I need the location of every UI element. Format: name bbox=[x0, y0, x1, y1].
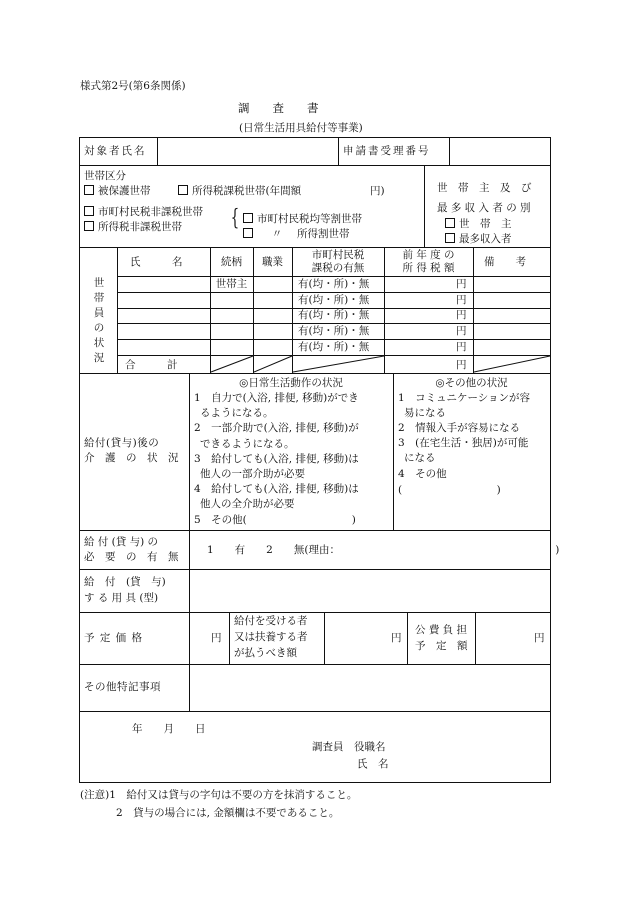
other-status-line: ( ) bbox=[398, 484, 501, 496]
col-tax-header-1: 市町村民税 bbox=[311, 249, 365, 261]
subject-name-label: 対象者氏名 bbox=[84, 145, 147, 157]
col-tax-header-2: 課税の有無 bbox=[311, 262, 365, 274]
other-title: ◎その他の状況 bbox=[435, 377, 508, 389]
price-label: 予 定 価 格 bbox=[84, 632, 144, 644]
household-option-2-unit: 円) bbox=[370, 185, 385, 197]
household-option-3[interactable]: 市町村民税非課税世帯 bbox=[84, 206, 203, 218]
checkbox-icon bbox=[84, 206, 94, 216]
note-1: (注意)1 給付又は貸与の字句は不要の方を抹消すること。 bbox=[80, 789, 358, 801]
checkbox-icon bbox=[243, 213, 253, 223]
payer-label-3: が払うべき額 bbox=[234, 647, 297, 659]
col-job-header: 職業 bbox=[262, 256, 283, 268]
yen-cell: 円 bbox=[456, 294, 467, 306]
daily-status-line: 他人の一部介助が必要 bbox=[200, 468, 305, 480]
checkbox-icon bbox=[84, 185, 94, 195]
note-2: 2 貸与の場合には, 金額欄は不要であること。 bbox=[116, 807, 340, 819]
public-label-1: 公 費 負 担 bbox=[415, 624, 468, 636]
page-subtitle: (日常生活用具給付等事業) bbox=[239, 122, 363, 134]
total-label: 合 計 bbox=[125, 359, 178, 371]
equipment-label-1: 給 付 (貸 与) bbox=[84, 576, 166, 588]
checkbox-icon bbox=[445, 218, 455, 228]
investigator-name: 氏 名 bbox=[357, 758, 389, 770]
tax-cell: 有(均・所)・無 bbox=[298, 341, 370, 353]
yen-cell: 円 bbox=[456, 309, 467, 321]
application-no-label: 申請書受理番号 bbox=[343, 145, 431, 157]
relation-cell: 世帯主 bbox=[215, 278, 248, 290]
yen-cell: 円 bbox=[456, 341, 467, 353]
daily-status-line: るようになる。 bbox=[200, 407, 274, 420]
care-label-1: 給付(貸与)後の bbox=[84, 437, 160, 449]
page-title: 調 査 書 bbox=[238, 101, 319, 115]
checkbox-icon bbox=[178, 185, 188, 195]
col-name-header: 氏 名 bbox=[130, 256, 183, 268]
col-note-header: 備 考 bbox=[484, 256, 526, 268]
investigator-title: 調査員 役職名 bbox=[312, 741, 386, 753]
need-label-1: 給 付 (貸 与) の bbox=[84, 536, 159, 548]
col-relation-header: 続柄 bbox=[221, 256, 242, 268]
payer-label-1: 給付を受ける者 bbox=[234, 615, 308, 627]
other-status-line: 1 コミュニケーションが容 bbox=[398, 392, 531, 404]
daily-status-line: できるようになる。 bbox=[200, 437, 295, 450]
form-number: 様式第2号(第6条関係) bbox=[80, 80, 186, 92]
daily-status-line: 4 給付しても(入浴, 排便, 移動)は bbox=[194, 483, 359, 496]
members-side-label: 世帯員の状況 bbox=[93, 277, 105, 364]
yen-cell: 円 bbox=[456, 278, 467, 290]
daily-status-line: 2 一部介助で(入浴, 排便, 移動)が bbox=[194, 422, 359, 435]
household-head-label-2: 最 多 収 入 者 の 別 bbox=[437, 202, 531, 214]
household-head-label-1: 世 帯 主 及 び bbox=[437, 182, 532, 194]
col-income-header-1: 前 年 度 の bbox=[402, 249, 455, 261]
tax-cell: 有(均・所)・無 bbox=[298, 294, 370, 306]
checkbox-icon bbox=[84, 221, 94, 231]
need-label-2: 必 要 の 有 無 bbox=[84, 551, 179, 563]
brace-icon: { bbox=[230, 206, 240, 231]
other-status-line: 4 その他 bbox=[398, 468, 447, 480]
remarks-label: その他特記事項 bbox=[84, 681, 161, 693]
price-yen: 円 bbox=[211, 632, 222, 644]
household-option-2[interactable]: 所得税課税世帯(年間額 bbox=[178, 185, 301, 197]
daily-status-line: 3 給付しても(入浴, 排便, 移動)は bbox=[194, 452, 359, 465]
public-label-2: 予 定 額 bbox=[415, 640, 468, 652]
tax-cell: 有(均・所)・無 bbox=[298, 325, 370, 337]
col-income-header-2: 所 得 税 額 bbox=[402, 262, 455, 274]
yen-cell: 円 bbox=[456, 325, 467, 337]
public-yen: 円 bbox=[534, 632, 545, 644]
household-option-4[interactable]: 所得税非課税世帯 bbox=[84, 221, 182, 233]
household-option-6[interactable]: 〃 所得割世帯 bbox=[243, 228, 350, 240]
checkbox-icon bbox=[445, 233, 455, 243]
signature-date: 年 月 日 bbox=[132, 723, 206, 735]
other-status-line: 2 情報入手が容易になる bbox=[398, 422, 521, 434]
household-head-option-1[interactable]: 世 帯 主 bbox=[445, 218, 512, 230]
checkbox-icon bbox=[243, 228, 253, 238]
equipment-label-2: す る 用 具 (型) bbox=[84, 592, 159, 604]
other-status-line: になる bbox=[404, 452, 436, 464]
household-section-label: 世帯区分 bbox=[84, 170, 126, 182]
household-option-5[interactable]: 市町村民税均等割世帯 bbox=[243, 213, 362, 225]
need-content: 1 有 2 無(理由： ) bbox=[207, 544, 560, 556]
household-head-option-2[interactable]: 最多収入者 bbox=[445, 233, 512, 245]
daily-status-line: 1 自力で(入浴, 排便, 移動)ができ bbox=[194, 392, 359, 404]
other-status-line: 易になる bbox=[404, 407, 446, 419]
daily-status-line: 5 その他( ) bbox=[194, 513, 356, 526]
tax-cell: 有(均・所)・無 bbox=[298, 309, 370, 321]
payer-yen: 円 bbox=[391, 632, 402, 644]
daily-title: ◎日常生活動作の状況 bbox=[239, 377, 343, 389]
tax-cell: 有(均・所)・無 bbox=[298, 278, 370, 290]
other-status-line: 3 (在宅生活・独居)が可能 bbox=[398, 437, 529, 449]
total-yen: 円 bbox=[456, 359, 467, 371]
daily-status-line: 他人の全介助が必要 bbox=[200, 498, 295, 511]
household-option-1[interactable]: 被保護世帯 bbox=[84, 185, 151, 197]
payer-label-2: 又は扶養する者 bbox=[234, 631, 308, 643]
care-label-2: 介 護 の 状 況 bbox=[84, 452, 179, 464]
